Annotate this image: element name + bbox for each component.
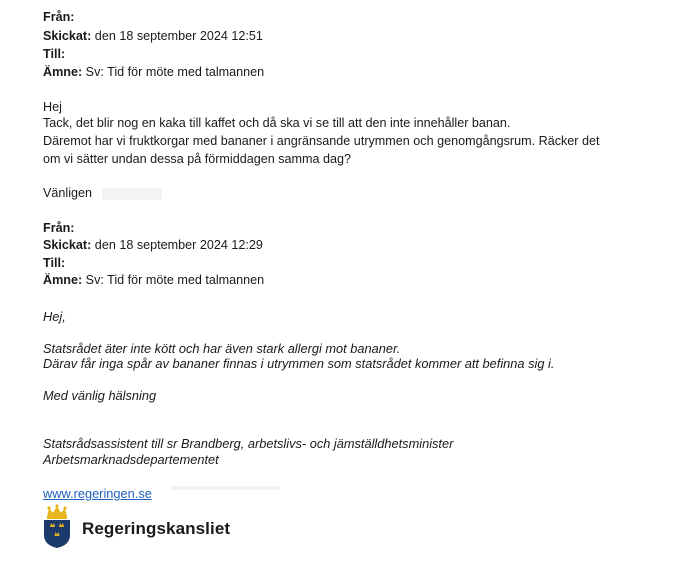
body-line: Därav får inga spår av bananer finnas i utrymmen som statsrådet kommer att befinna sig i. (43, 356, 555, 371)
crown-shield-icon (42, 503, 72, 554)
sent-line: Skickat: den 18 september 2024 12:29 (43, 238, 263, 252)
body-line: Tack, det blir nog en kaka till kaffet och då ska vi se till att den inte innehåller banan. (43, 116, 511, 130)
body-line: om vi sätter undan dessa på förmiddagen samma dag? (43, 152, 352, 166)
body-line: Statsrådet äter inte kött och har även stark allergi mot bananer. (43, 341, 401, 356)
logo (42, 503, 230, 554)
subject-line: Ämne: Sv: Tid för möte med talmannen (43, 65, 265, 79)
signoff: Med vänlig hälsning (43, 388, 157, 403)
to-line: Till: (43, 47, 66, 61)
subject-line: Ämne: Sv: Tid för möte med talmannen (43, 273, 265, 287)
signature-line: Statsrådsassistent till sr Brandberg, arbetslivs- och jämställdhetsminister (43, 436, 454, 451)
to-line: Till: (43, 256, 66, 270)
body-line: Däremot har vi fruktkorgar med bananer i angränsande utrymmen och genomgångsrum. Räcker det (43, 134, 600, 148)
signature-line: Arbetsmarknadsdepartementet (43, 452, 219, 467)
sent-line: Skickat: den 18 september 2024 12:51 (43, 29, 263, 43)
greeting: Hej, (43, 309, 66, 324)
signoff: Vänligen (43, 186, 93, 200)
from-line: Från: (43, 221, 75, 235)
body-line: Hej (43, 100, 62, 114)
from-line: Från: (43, 10, 75, 24)
redaction (170, 486, 280, 490)
redaction (102, 188, 162, 200)
logo-text: Regeringskansliet (82, 518, 231, 538)
website-link[interactable]: www.regeringen.se (43, 486, 152, 501)
